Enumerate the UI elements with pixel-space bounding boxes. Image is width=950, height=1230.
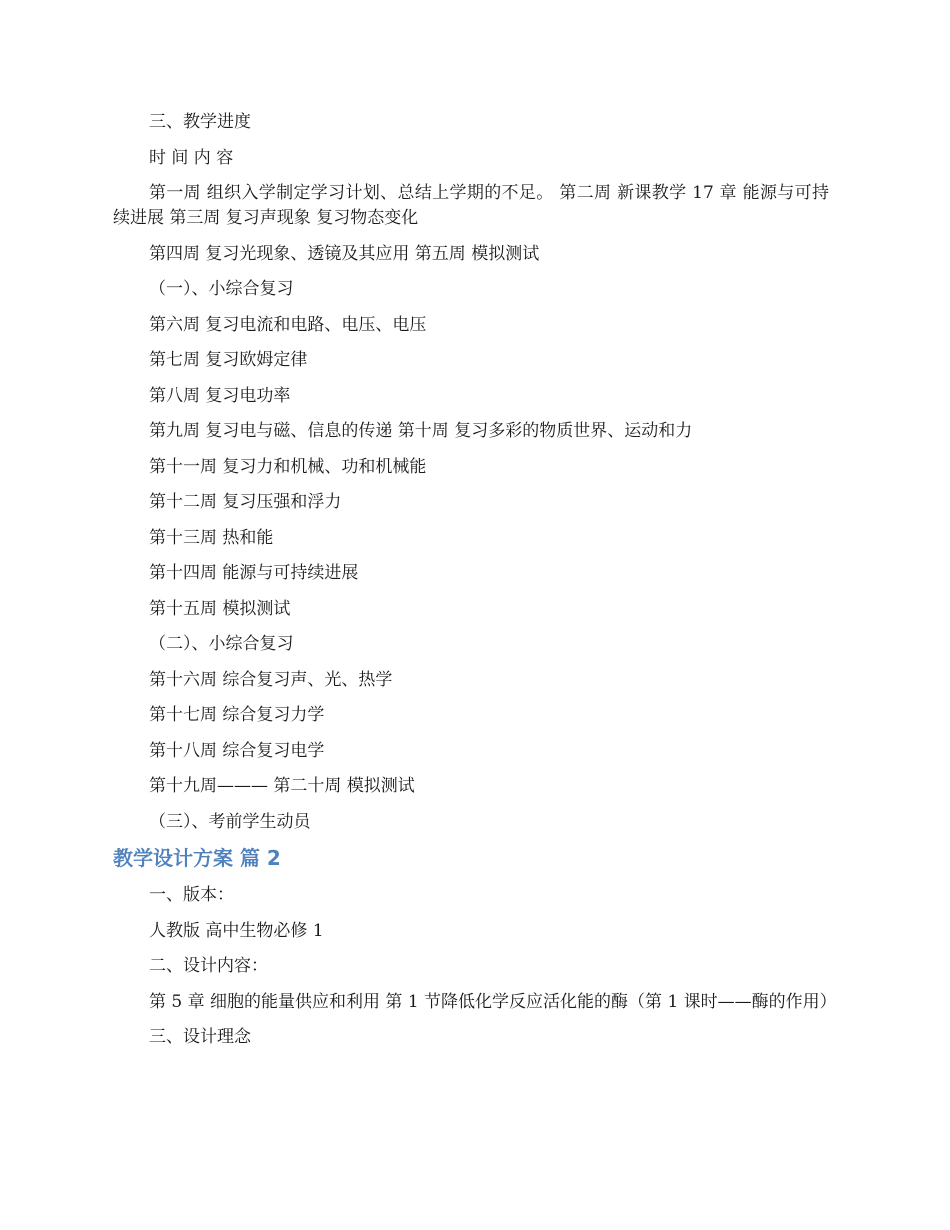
section-heading: 教学设计方案 篇 2 bbox=[113, 846, 281, 870]
schedule-item: 第六周 复习电流和电路、电压、电压 bbox=[149, 314, 427, 335]
schedule-item: 第十五周 模拟测试 bbox=[149, 598, 291, 619]
schedule-column-header: 时 间 内 容 bbox=[149, 147, 234, 168]
schedule-item: 第一周 组织入学制定学习计划、总结上学期的不足。 第二周 新课教学 17 章 能源与可持续进展 第三周 复习声现象 复习物态变化 bbox=[113, 183, 829, 228]
schedule-item: 第十八周 综合复习电学 bbox=[149, 740, 325, 761]
schedule-phase-label: （一）、小综合复习 bbox=[149, 279, 294, 299]
schedule-phase-label: （二）、小综合复习 bbox=[149, 634, 294, 654]
plan-field-label: 三、设计理念 bbox=[149, 1027, 251, 1047]
schedule-item: 第八周 复习电功率 bbox=[149, 385, 291, 406]
plan-field-value: 第 5 章 细胞的能量供应和利用 第 1 节降低化学反应活化能的酶（第 1 课时——酶的作用） bbox=[149, 991, 837, 1012]
schedule-item: 第九周 复习电与磁、信息的传递 第十周 复习多彩的物质世界、运动和力 bbox=[149, 421, 693, 441]
plan-field-label: 一、版本： bbox=[149, 885, 234, 905]
schedule-item: 第十九周——— 第二十周 模拟测试 bbox=[149, 776, 415, 796]
schedule-item: 第十四周 能源与可持续进展 bbox=[149, 563, 359, 583]
schedule-item: 第十一周 复习力和机械、功和机械能 bbox=[149, 456, 427, 477]
schedule-item: 第四周 复习光现象、透镜及其应用 第五周 模拟测试 bbox=[149, 243, 540, 264]
section-title-teaching-schedule: 三、教学进度 bbox=[149, 112, 251, 132]
schedule-item: 第十二周 复习压强和浮力 bbox=[149, 492, 342, 512]
schedule-item: 第七周 复习欧姆定律 bbox=[149, 350, 308, 370]
plan-field-value: 人教版 高中生物必修 1 bbox=[149, 920, 324, 941]
schedule-phase-label: （三）、考前学生动员 bbox=[149, 811, 311, 832]
schedule-item: 第十六周 综合复习声、光、热学 bbox=[149, 669, 393, 690]
plan-field-label: 二、设计内容： bbox=[149, 956, 268, 976]
document-body bbox=[113, 110, 837, 1061]
schedule-item: 第十三周 热和能 bbox=[149, 527, 274, 548]
schedule-item: 第十七周 综合复习力学 bbox=[149, 705, 325, 725]
